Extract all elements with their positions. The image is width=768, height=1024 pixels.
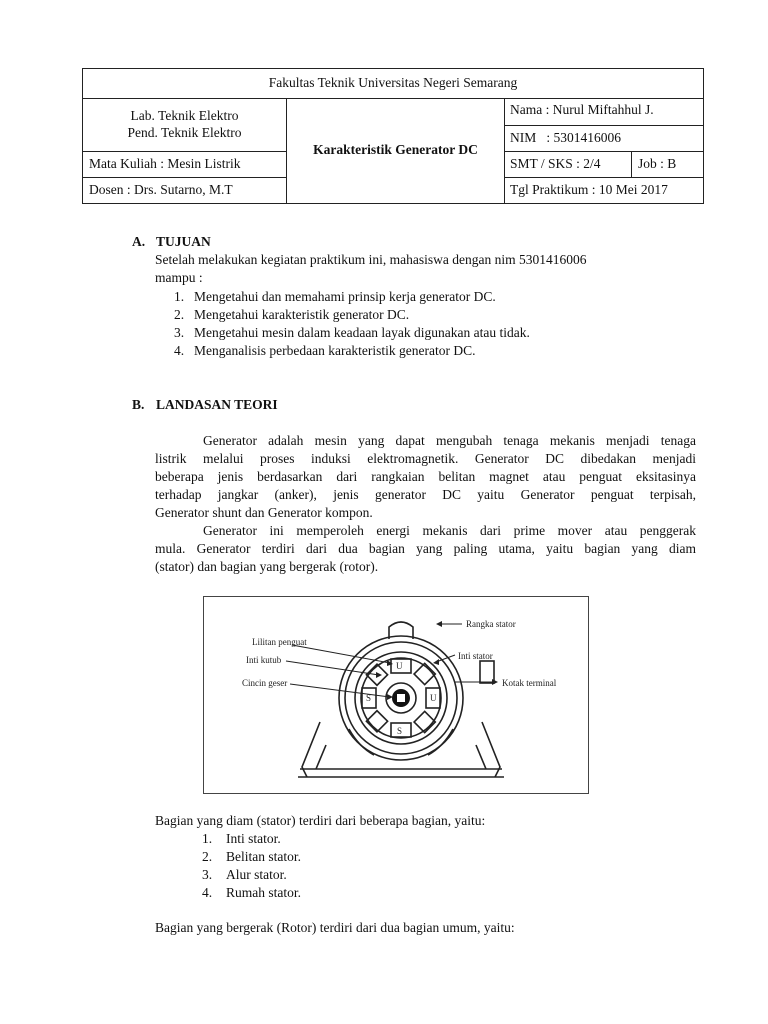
practicum-date: Tgl Praktikum : 10 Mei 2017 bbox=[510, 182, 668, 197]
faculty-name: Fakultas Teknik Universitas Negeri Semarang bbox=[268, 75, 518, 90]
list-item: 1. Mengetahui dan memahami prinsip kerja generator DC. bbox=[174, 289, 496, 304]
course-name: Mata Kuliah : Mesin Listrik bbox=[89, 156, 241, 171]
paragraph-line: terhadap jangkar (anker), jenis generator DC yaitu Generator penguat terpisah, bbox=[155, 487, 696, 502]
table-divider bbox=[504, 151, 703, 152]
student-name: Nama : Nurul Miftahhul J. bbox=[510, 102, 654, 117]
section-title: LANDASAN TEORI bbox=[156, 397, 278, 412]
paragraph-line: Generator shunt dan Generator kompon. bbox=[155, 505, 373, 520]
figure-label: Rangka stator bbox=[466, 619, 516, 629]
paragraph-line: Generator ini memperoleh energi mekanis dari prime mover atau penggerak bbox=[203, 523, 696, 538]
stator-intro: Bagian yang diam (stator) terdiri dari beberapa bagian, yaitu: bbox=[155, 813, 486, 828]
section-a-heading bbox=[132, 234, 211, 250]
lecturer-name: Dosen : Drs. Sutarno, M.T bbox=[89, 182, 233, 197]
semester-credits: SMT / SKS : 2/4 bbox=[510, 156, 601, 171]
list-item: 4. Rumah stator. bbox=[202, 885, 301, 900]
figure-label: Inti kutub bbox=[246, 655, 282, 665]
list-item: 2. Belitan stator. bbox=[202, 849, 301, 864]
section-b-heading bbox=[132, 397, 278, 413]
lab-name: Lab. Teknik Elektro bbox=[130, 108, 239, 123]
list-item: 3. Mengetahui mesin dalam keadaan layak digunakan atau tidak. bbox=[174, 325, 530, 340]
section-letter: B. bbox=[132, 397, 145, 412]
table-divider bbox=[504, 125, 703, 126]
paragraph-line: beberapa jenis berdasarkan dari rangkaian belitan magnet atau penguat eksitasinya bbox=[155, 469, 696, 484]
dc-generator-figure bbox=[203, 596, 589, 794]
list-item: 4. Menganalisis perbedaan karakteristik generator DC. bbox=[174, 343, 476, 358]
table-divider bbox=[83, 151, 286, 152]
pole-label: S bbox=[366, 693, 372, 703]
table-divider bbox=[504, 177, 703, 178]
pole-label: U bbox=[396, 661, 403, 671]
list-item: 2. Mengetahui karakteristik generator DC. bbox=[174, 307, 410, 322]
paragraph-line: mula. Generator terdiri dari dua bagian yang paling utama, yaitu bagian yang diam bbox=[155, 541, 696, 556]
section-letter: A. bbox=[132, 234, 146, 249]
rotor-intro: Bagian yang bergerak (Rotor) terdiri dari dua bagian umum, yaitu: bbox=[155, 920, 515, 935]
generator-diagram bbox=[204, 597, 588, 793]
paragraph-line: Generator adalah mesin yang dapat mengubah tenaga mekanis menjadi tenaga bbox=[203, 433, 696, 448]
figure-label: Cincin geser bbox=[242, 678, 288, 688]
section-title: TUJUAN bbox=[156, 234, 211, 249]
figure-label: Lilitan penguat bbox=[252, 637, 307, 647]
paragraph-line: (stator) dan bagian yang bergerak (rotor). bbox=[155, 559, 379, 574]
figure-label: Kotak terminal bbox=[502, 678, 557, 688]
paragraph-line: listrik melalui proses induksi elektromagnetik. Generator DC dibedakan menjadi bbox=[155, 451, 696, 466]
header-table bbox=[82, 68, 704, 204]
section-a-intro: mampu : bbox=[155, 270, 203, 285]
job-code: Job : B bbox=[638, 156, 677, 171]
lab-department: Pend. Teknik Elektro bbox=[127, 125, 242, 140]
table-divider bbox=[83, 98, 703, 99]
section-a-intro: Setelah melakukan kegiatan praktikum ini, mahasiswa dengan nim 5301416006 bbox=[155, 252, 587, 267]
list-item: 3. Alur stator. bbox=[202, 867, 287, 882]
list-item: 1. Inti stator. bbox=[202, 831, 281, 846]
table-divider bbox=[631, 151, 632, 177]
figure-label: Inti stator bbox=[458, 651, 493, 661]
document-title: Karakteristik Generator DC bbox=[313, 142, 478, 157]
student-nim: NIM : 5301416006 bbox=[510, 130, 621, 145]
table-divider bbox=[504, 98, 505, 203]
table-divider bbox=[83, 177, 286, 178]
pole-label: S bbox=[397, 726, 403, 736]
pole-label: U bbox=[430, 693, 437, 703]
